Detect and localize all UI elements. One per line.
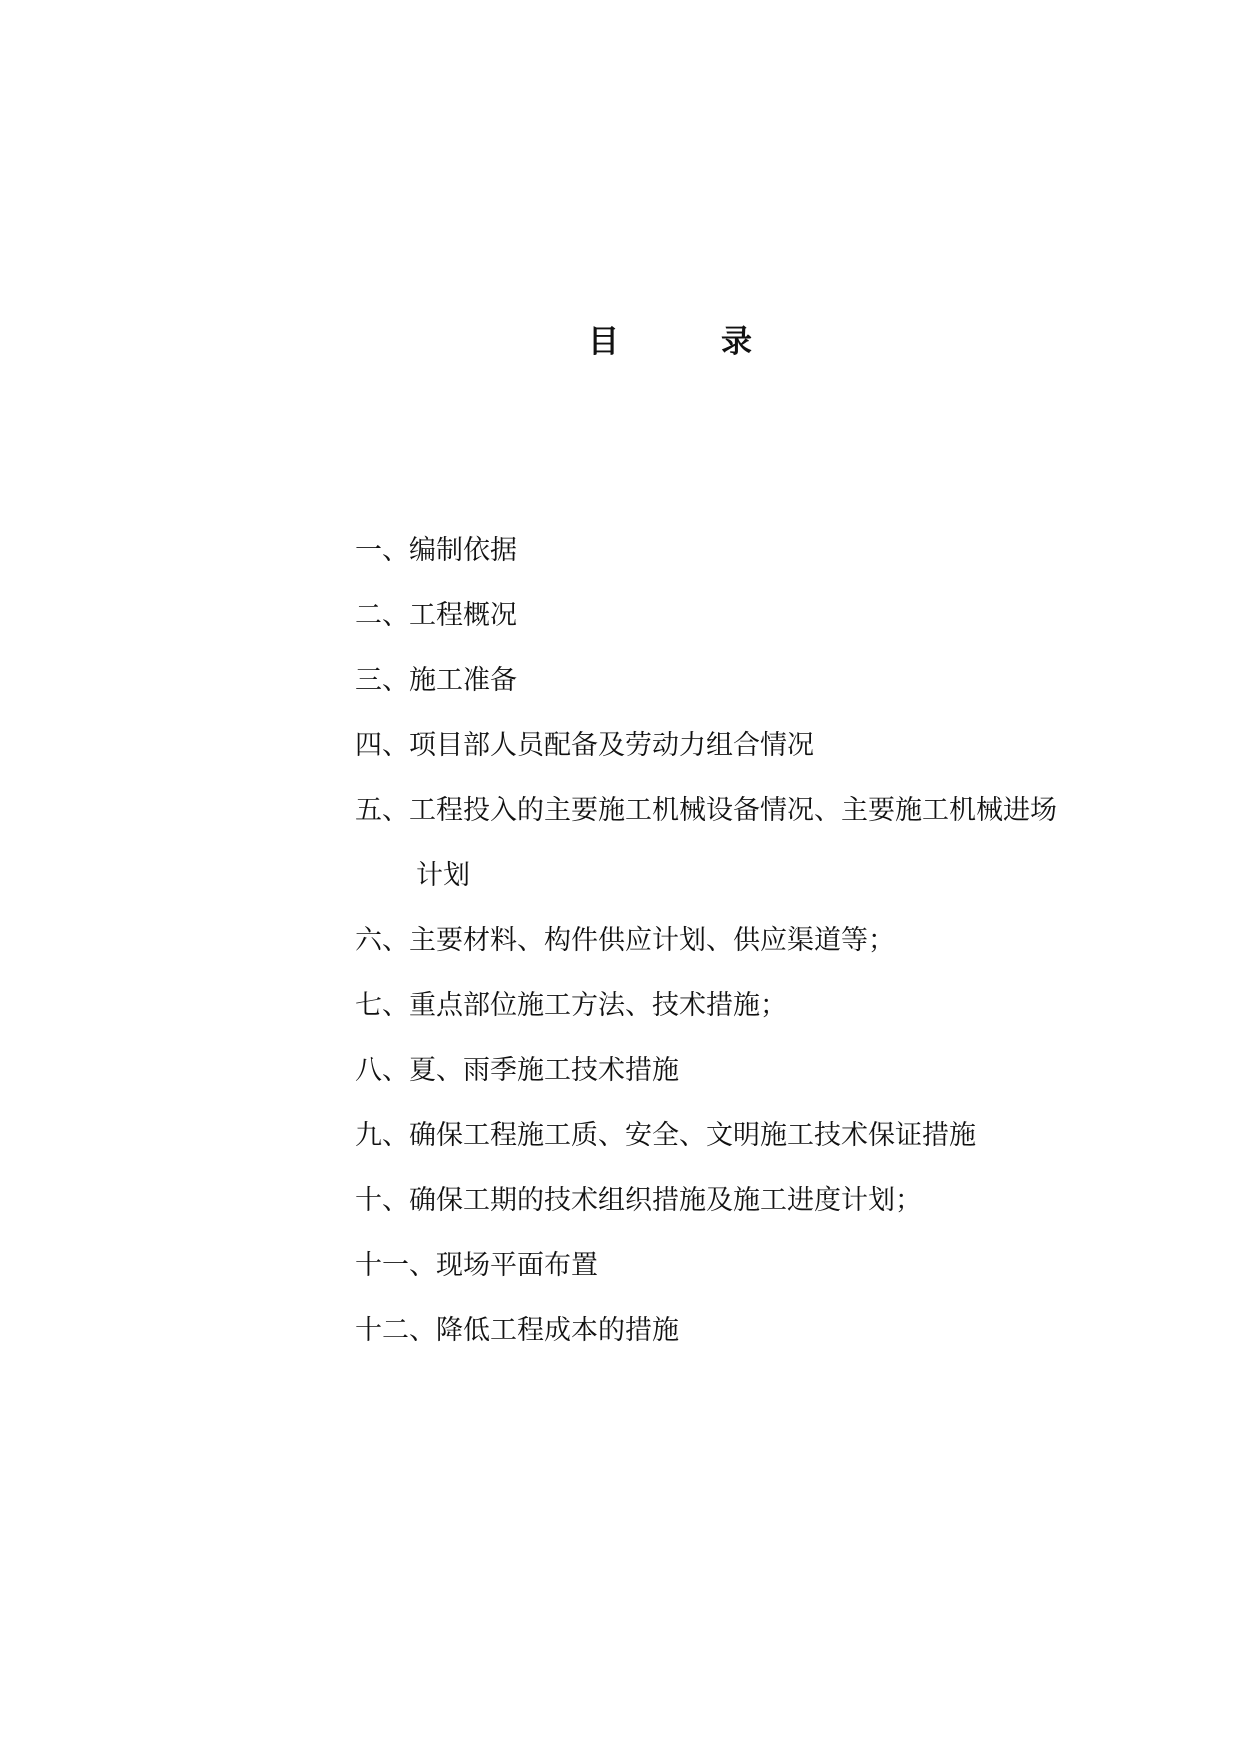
toc-entry-number: 十二、 — [355, 1315, 436, 1346]
toc-entry — [355, 778, 1155, 843]
toc-entry-text: 确保工期的技术组织措施及施工进度计划； — [409, 1185, 922, 1216]
toc-entry-continuation — [355, 843, 1155, 908]
toc-entry — [355, 1103, 1155, 1168]
toc-entry — [355, 908, 1155, 973]
toc-entry-number: 十一、 — [355, 1250, 436, 1281]
toc-entry-text: 确保工程施工质、安全、文明施工技术保证措施 — [409, 1120, 976, 1151]
page-title — [588, 322, 752, 362]
toc-entry — [355, 973, 1155, 1038]
toc-entry-number: 三、 — [355, 665, 409, 696]
toc-entry-text: 重点部位施工方法、技术措施； — [409, 990, 787, 1021]
toc-entry — [355, 1038, 1155, 1103]
toc-entry-text: 工程概况 — [409, 600, 517, 631]
page-title-char: 目 — [588, 324, 619, 360]
toc-entry — [355, 648, 1155, 713]
toc-entry-number: 十、 — [355, 1185, 409, 1216]
page-title-char: 录 — [721, 324, 752, 360]
toc-entry — [355, 1233, 1155, 1298]
toc-entry — [355, 1168, 1155, 1233]
toc-entry-number: 五、 — [355, 795, 409, 826]
toc-entry — [355, 583, 1155, 648]
toc-entry-text: 施工准备 — [409, 665, 517, 696]
toc-entry-text: 计划 — [416, 860, 470, 891]
table-of-contents — [355, 518, 1155, 1363]
toc-entry-text: 项目部人员配备及劳动力组合情况 — [409, 730, 814, 761]
toc-entry-number: 七、 — [355, 990, 409, 1021]
toc-entry — [355, 1298, 1155, 1363]
toc-entry-number: 四、 — [355, 730, 409, 761]
toc-entry — [355, 713, 1155, 778]
toc-entry-number: 六、 — [355, 925, 409, 956]
toc-entry-text: 主要材料、构件供应计划、供应渠道等； — [409, 925, 895, 956]
toc-entry-text: 夏、雨季施工技术措施 — [409, 1055, 679, 1086]
toc-entry-number: 一、 — [355, 535, 409, 566]
toc-entry-text: 工程投入的主要施工机械设备情况、主要施工机械进场 — [409, 795, 1057, 826]
toc-entry — [355, 518, 1155, 583]
toc-entry-text: 编制依据 — [409, 535, 517, 566]
toc-entry-text: 现场平面布置 — [436, 1250, 598, 1281]
toc-entry-number: 八、 — [355, 1055, 409, 1086]
toc-entry-text: 降低工程成本的措施 — [436, 1315, 679, 1346]
toc-entry-number: 二、 — [355, 600, 409, 631]
toc-entry-number: 九、 — [355, 1120, 409, 1151]
